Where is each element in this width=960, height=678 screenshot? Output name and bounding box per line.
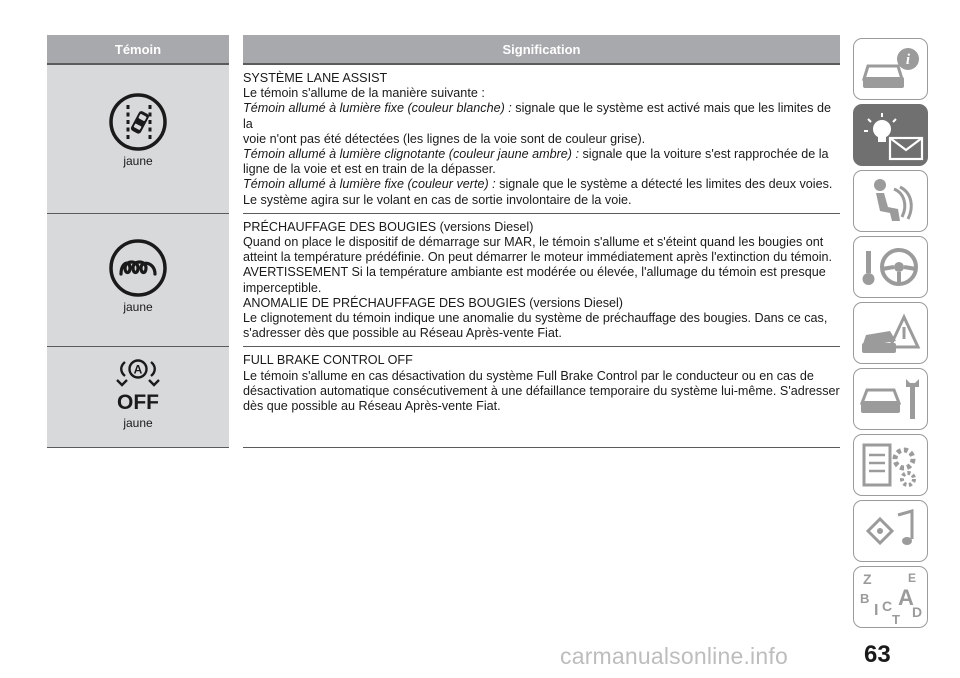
icon-caption: jaune <box>123 299 153 314</box>
tab-warning-lights[interactable] <box>853 104 928 166</box>
car-info-icon <box>854 39 927 99</box>
text-line: Le témoin s'allume en cas désactivation du système Full Brake Control par le conducteur ou en cas de <box>243 368 814 383</box>
table-row <box>47 64 840 213</box>
index-letter: E <box>908 571 917 585</box>
header-temoin: Témoin <box>47 35 236 64</box>
tab-multimedia[interactable] <box>853 500 928 562</box>
full-brake-control-off-icon <box>108 356 168 414</box>
italic-lead: Témoin allumé à lumière clignotante (couleur jaune ambre) : <box>243 147 579 162</box>
italic-lead: Témoin allumé à lumière fixe (couleur blanche) : <box>243 101 512 116</box>
icon-cell <box>47 213 236 347</box>
index-letter: Z <box>863 571 872 587</box>
text-line: Quand on place le dispositif de démarrage sur MAR, le témoin s'allume et s'éteint quand les bougies ont <box>243 235 824 250</box>
text-line: AVERTISSEMENT Si la température ambiante est modérée ou élevée, l'allumage du témoin est presque <box>243 265 826 280</box>
text-rest: signale que le système a détecté les limites des deux voies. <box>495 177 833 192</box>
text-line: dès que possible au Réseau Après-vente Fiat. <box>243 399 501 414</box>
tab-car-info[interactable] <box>853 38 928 100</box>
icon-letter: A <box>133 362 143 377</box>
text-line: voie n'ont pas été détectées (les lignes de la voie sont de couleur grise). <box>243 131 646 146</box>
text-line <box>243 177 840 192</box>
description-cell <box>236 213 840 347</box>
text-line: ANOMALIE DE PRÉCHAUFFAGE DES BOUGIES (versions Diesel) <box>243 295 623 310</box>
warning-lights-table <box>47 35 840 448</box>
tab-index[interactable] <box>853 566 928 628</box>
text-line: atteint la température prédéfinie. On peut démarrer le moteur immédiatement après l'extinction du témoin. <box>243 250 833 265</box>
icon-cell <box>47 347 236 448</box>
tab-emergency[interactable] <box>853 302 928 364</box>
icon-cell <box>47 64 236 213</box>
index-letter: B <box>860 591 870 606</box>
page-number: 63 <box>864 641 891 668</box>
table-row <box>47 347 840 448</box>
index-letter: A <box>898 585 914 610</box>
text-line: ligne de la voie et est en train de la dépasser. <box>243 162 496 177</box>
lane-assist-icon <box>108 92 168 152</box>
text-line: imperceptible. <box>243 280 322 295</box>
key-steering-icon <box>854 237 927 297</box>
table-header-row <box>47 35 840 64</box>
car-emergency-icon <box>854 303 927 363</box>
tab-key-steering[interactable] <box>853 236 928 298</box>
alphabet-index-icon <box>854 567 927 627</box>
specs-gear-icon <box>854 435 927 495</box>
index-letter: D <box>912 604 923 620</box>
text-line <box>243 147 840 162</box>
text-rest: signale que la voiture s'est rapprochée de la <box>579 147 829 162</box>
table-row <box>47 213 840 347</box>
warning-light-message-icon <box>854 105 927 165</box>
index-letter: I <box>874 602 879 619</box>
svg-text:i: i <box>905 52 911 68</box>
seat-safety-icon <box>854 171 927 231</box>
icon-caption: jaune <box>123 154 153 168</box>
text-line: s'adresser dès que possible au Réseau Après-vente Fiat. <box>243 326 562 341</box>
index-letter: C <box>882 598 893 614</box>
text-line <box>243 101 840 131</box>
icon-caption: jaune <box>123 416 153 431</box>
car-maintenance-icon <box>854 369 927 429</box>
text-line: Le clignotement du témoin indique une anomalie du système de préchauffage des bougies. Dans ce cas, <box>243 311 828 326</box>
text-line: FULL BRAKE CONTROL OFF <box>243 353 413 368</box>
text-line: PRÉCHAUFFAGE DES BOUGIES (versions Diesel) <box>243 219 534 234</box>
text-line: SYSTÈME LANE ASSIST <box>243 71 388 85</box>
text-rest: signale que le système est activé mais que les limites de la <box>243 101 831 131</box>
description-cell <box>236 347 840 448</box>
description-cell <box>236 64 840 213</box>
italic-lead: Témoin allumé à lumière fixe (couleur verte) : <box>243 177 496 192</box>
icon-off-label: OFF <box>117 391 159 415</box>
header-signification: Signification <box>236 35 840 64</box>
glow-plug-icon <box>108 238 168 298</box>
text-line: Le témoin s'allume de la manière suivante : <box>243 86 485 101</box>
text-line: désactivation automatique consécutivement à une défaillance temporaire du système lui-même. S'adresser <box>243 383 840 398</box>
tab-specifications[interactable] <box>853 434 928 496</box>
watermark: carmanualsonline.info <box>560 643 788 669</box>
index-letter: T <box>892 612 900 627</box>
tab-seat-safety[interactable] <box>853 170 928 232</box>
multimedia-icon <box>854 501 927 561</box>
tab-maintenance[interactable] <box>853 368 928 430</box>
text-line: Le système agira sur le volant en cas de sortie involontaire de la voie. <box>243 192 632 207</box>
